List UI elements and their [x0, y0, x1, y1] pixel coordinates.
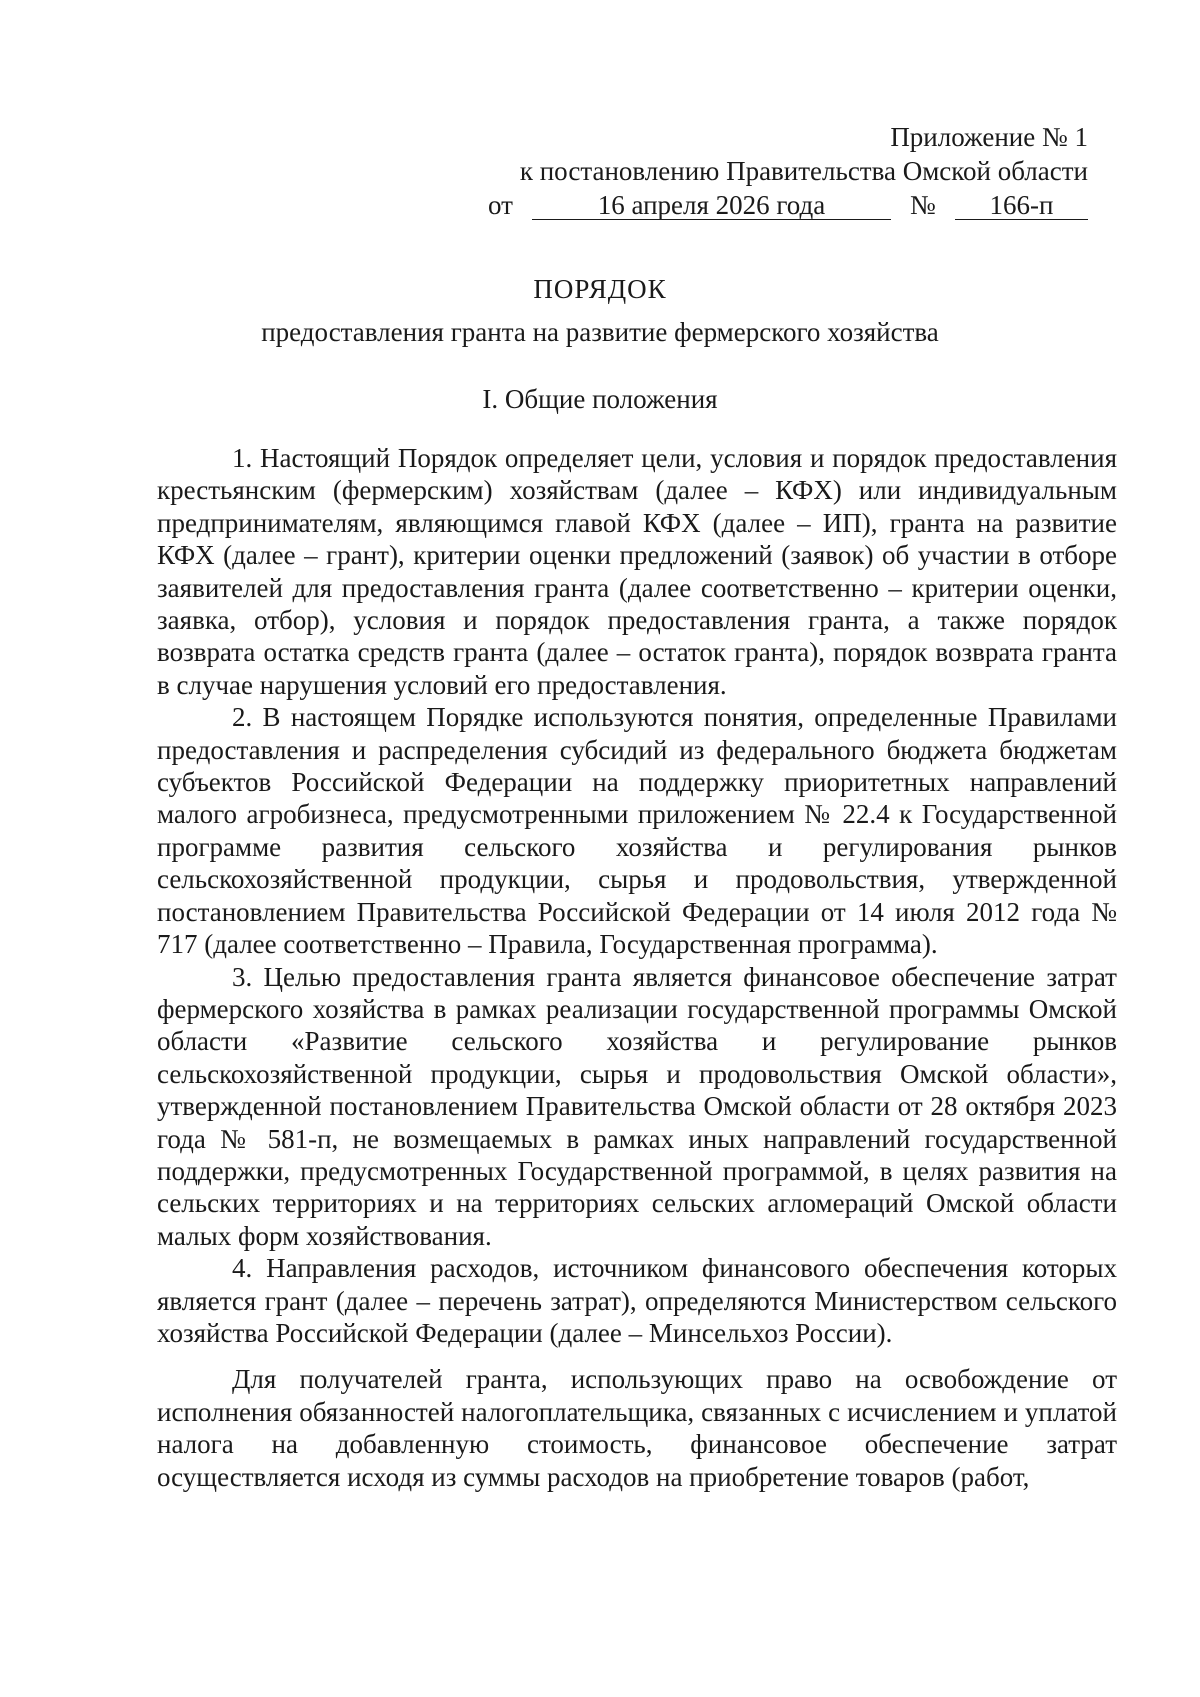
- from-label: от: [488, 190, 513, 220]
- paragraph-3: 3. Целью предоставления гранта является финансовое обеспечение затрат фермерского хозяйства в рамках реализации государственной программы Омской области «Развитие сельского хозяйства и регулирование рынков сельскохозяйственной продукции, сырья и продовольствия Омской области», утвержденной постановлением Правительства Омской области от 28 октября 2023 года № 581-п, не возмещаемых в рамках иных направлений государственной поддержки, предусмотренных Государственной программой, в целях развития на сельских территориях и на территориях сельских агломераций Омской области малых форм хозяйствования.: [157, 961, 1117, 1251]
- annex-date: 16 апреля 2026 года: [532, 191, 890, 220]
- paragraph-1: 1. Настоящий Порядок определяет цели, условия и порядок предоставления крестьянским (фермерским) хозяйствам (далее – КФХ) или индивидуальным предпринимателям, являющимся главой КФХ (далее – ИП), гранта на развитие КФХ (далее – грант), критерии оценки предложений (заявок) об участии в отборе заявителей для предоставления гранта (далее соответственно – критерии оценки, заявка, отбор), условия и порядок предоставления гранта, а также порядок возврата остатка средств гранта (далее – остаток гранта), порядок возврата гранта в случае нарушения условий его предоставления.: [157, 443, 1117, 700]
- paragraph-2: 2. В настоящем Порядке используются понятия, определенные Правилами предоставления и распределения субсидий из федерального бюджета бюджетам субъектов Российской Федерации на поддержку приоритетных направлений малого агробизнеса, предусмотренными приложением № 22.4 к Государственной программе развития сельского хозяйства и регулирования рынков сельскохозяйственной продукции, сырья и продовольствия, утвержденной постановлением Правительства Российской Федерации от 14 июля 2012 года № 717 (далее соответственно – Правила, Государственная программа).: [157, 702, 1117, 960]
- paragraph-5: Для получателей гранта, использующих право на освобождение от исполнения обязанностей налогоплательщика, связанных с исчислением и уплатой налога на добавленную стоимость, финансовое обеспечение затрат осуществляется исходя из суммы расходов на приобретение товаров (работ,: [157, 1364, 1117, 1492]
- paragraph-4: 4. Направления расходов, источником финансового обеспечения которых является грант (далее – перечень затрат), определяются Министерством сельского хозяйства Российской Федерации (далее – Минсельхоз России).: [157, 1253, 1117, 1348]
- number-label: №: [909, 190, 936, 220]
- annex-reference: к постановлению Правительства Омской области: [519, 156, 1088, 186]
- document-title: ПОРЯДОК: [533, 274, 667, 304]
- document-body: [157, 442, 1117, 1493]
- annex-doc-number: 166-п: [955, 191, 1088, 220]
- section-heading: I. Общие положения: [482, 384, 718, 414]
- annex-header: [488, 120, 1088, 222]
- annex-date-row: [488, 188, 1088, 222]
- document-subtitle: предоставления гранта на развитие фермерского хозяйства: [261, 317, 939, 347]
- annex-number: Приложение № 1: [890, 122, 1088, 152]
